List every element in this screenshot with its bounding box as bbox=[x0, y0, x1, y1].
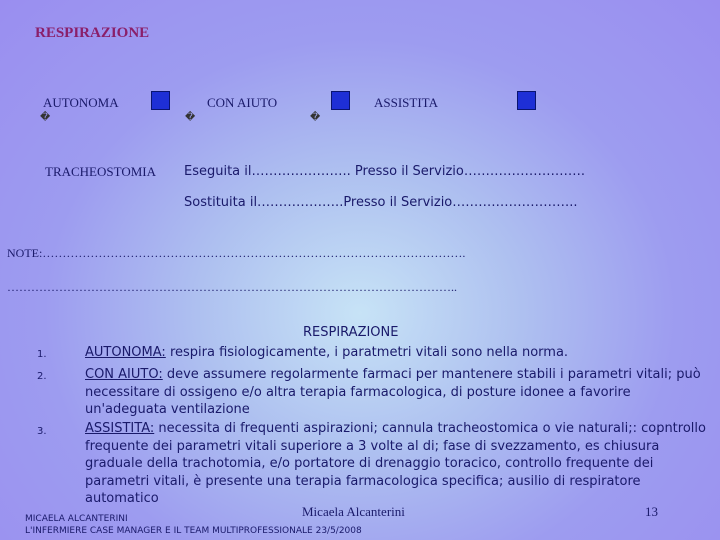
option-assistita-checkbox[interactable] bbox=[517, 91, 536, 110]
option-con-aiuto-label: CON AIUTO bbox=[207, 95, 278, 110]
item-text: respira fisiologicamente, i paratmetri vitali sono nella norma. bbox=[165, 345, 569, 360]
description-item-assistita bbox=[85, 420, 715, 508]
tracheostomia-label: TRACHEOSTOMIA bbox=[45, 164, 156, 179]
item-keyword: CON AIUTO: bbox=[85, 367, 163, 382]
page-number: 13 bbox=[645, 504, 658, 519]
option-autonoma-checkbox[interactable] bbox=[151, 91, 170, 110]
option-con-aiuto-glyph: � bbox=[185, 112, 196, 123]
item-text: deve assumere regolarmente farmaci per mantenere stabili i parametri vitali; può necessitare di ossigeno e/o altra terapia farmacologica, di posture idonee a favorire un'adeguata ventilazione bbox=[85, 367, 701, 418]
description-title: RESPIRAZIONE bbox=[303, 325, 399, 340]
description-item-autonoma bbox=[85, 344, 715, 362]
notes-line-1: NOTE:……………………………………………………………………………………………. bbox=[7, 246, 466, 260]
item-number: 3. bbox=[37, 426, 47, 437]
item-keyword: ASSISTITA: bbox=[85, 421, 155, 436]
description-item-con-aiuto bbox=[85, 366, 715, 419]
footer-event: L'INFERMIERE CASE MANAGER E IL TEAM MULTIPROFESSIONALE 23/5/2008 bbox=[25, 526, 362, 536]
item-keyword: AUTONOMA: bbox=[85, 345, 166, 360]
option-assistita-label: ASSISTITA bbox=[374, 95, 438, 110]
item-number: 2. bbox=[37, 371, 47, 382]
option-assistita-glyph: � bbox=[310, 112, 321, 123]
tracheostomia-sostituita-line: Sostituita il………………..Presso il Servizio……………………….. bbox=[184, 195, 578, 210]
footer-author: Micaela Alcanterini bbox=[302, 504, 405, 519]
tracheostomia-eseguita-line: Eseguita il………………….. Presso il Servizio………………………. bbox=[184, 164, 585, 179]
footer-author-upper: MICAELA ALCANTERINI bbox=[25, 514, 128, 524]
option-con-aiuto-checkbox[interactable] bbox=[331, 91, 350, 110]
option-autonoma-label: AUTONOMA bbox=[43, 95, 119, 110]
item-text: necessita di frequenti aspirazioni; cannula tracheostomica o vie naturali;: copntrollo frequente dei parametri vitali superiore a 3 volte al di; fase di svezzamento, es chiusura graduale della trachotomia, e/o portatore di drenaggio toracico, controllo frequente dei parametri vitali, è presente una terapia farmacologica specifica; ausilio di respiratore automatico bbox=[85, 421, 706, 507]
option-autonoma-glyph: � bbox=[40, 112, 51, 123]
notes-line-2: ………………………………………………………………………………………………….. bbox=[7, 280, 457, 294]
page-title: RESPIRAZIONE bbox=[35, 25, 150, 41]
item-number: 1. bbox=[37, 349, 47, 360]
